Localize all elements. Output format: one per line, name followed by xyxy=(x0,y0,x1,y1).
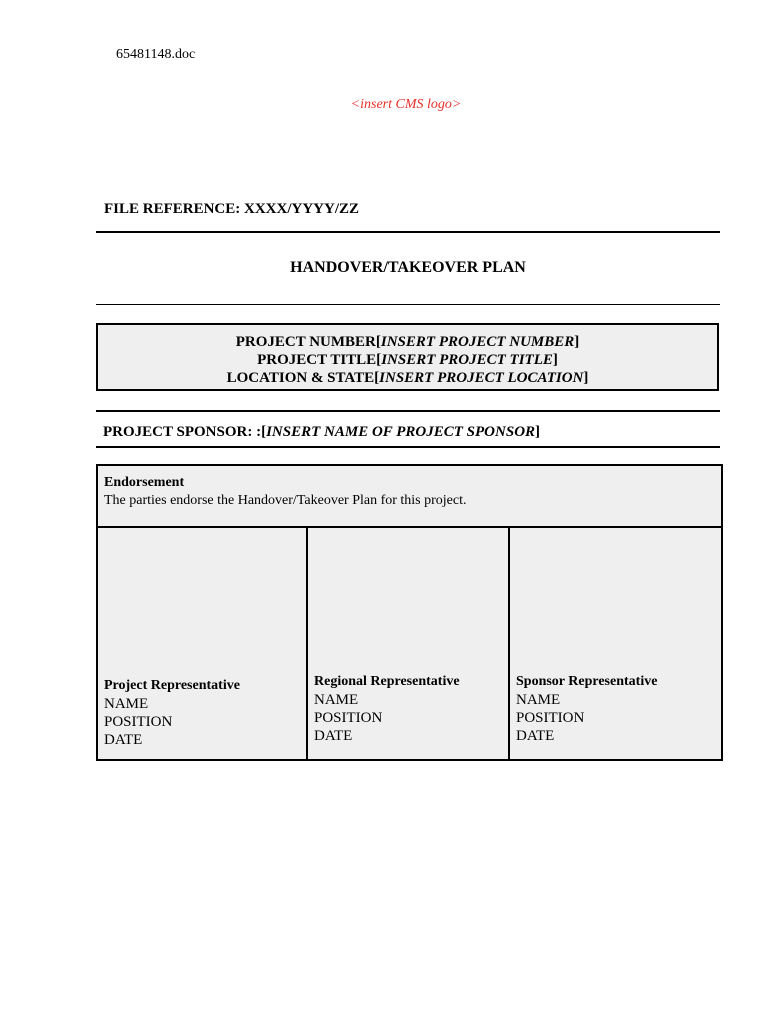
name-field-label: NAME xyxy=(314,692,359,708)
representative-role: Project Representative xyxy=(104,678,240,693)
close-bracket: ] xyxy=(574,334,580,350)
project-title-line xyxy=(98,351,717,369)
project-representative-cell xyxy=(98,528,308,759)
project-number-line xyxy=(98,333,717,351)
file-reference: FILE REFERENCE: XXXX/YYYY/ZZ xyxy=(104,201,360,217)
project-location-value: INSERT PROJECT LOCATION xyxy=(379,370,584,386)
project-title-label: PROJECT TITLE[ xyxy=(257,352,382,368)
logo-placeholder: <insert CMS logo> xyxy=(350,97,462,112)
project-number-label: PROJECT NUMBER[ xyxy=(235,334,381,350)
endorsement-header xyxy=(98,466,721,528)
position-field-label: POSITION xyxy=(104,714,173,730)
divider-line xyxy=(96,231,720,233)
endorsement-text: The parties endorse the Handover/Takeover Plan for this project. xyxy=(104,493,467,508)
sponsor-representative-cell xyxy=(510,528,721,759)
project-sponsor-value: INSERT NAME OF PROJECT SPONSOR xyxy=(266,424,536,440)
divider-line xyxy=(96,304,720,305)
representative-role: Regional Representative xyxy=(314,674,460,689)
position-field-label: POSITION xyxy=(314,710,383,726)
name-field-label: NAME xyxy=(516,692,561,708)
project-details-box xyxy=(96,323,719,391)
project-number-value: INSERT PROJECT NUMBER xyxy=(380,334,575,350)
endorsement-heading: Endorsement xyxy=(104,475,185,490)
regional-representative-cell xyxy=(308,528,510,759)
document-filename: 65481148.doc xyxy=(116,47,196,62)
project-sponsor-label: PROJECT SPONSOR: :[ xyxy=(103,424,267,440)
project-title-value: INSERT PROJECT TITLE xyxy=(381,352,553,368)
date-field-label: DATE xyxy=(104,732,143,748)
project-sponsor-line xyxy=(103,424,540,441)
close-bracket: ] xyxy=(552,352,558,368)
position-field-label: POSITION xyxy=(516,710,585,726)
close-bracket: ] xyxy=(535,424,541,440)
close-bracket: ] xyxy=(583,370,589,386)
divider-line xyxy=(96,410,720,412)
date-field-label: DATE xyxy=(516,728,555,744)
name-field-label: NAME xyxy=(104,696,149,712)
divider-line xyxy=(96,446,720,448)
representative-role: Sponsor Representative xyxy=(516,674,658,689)
endorsement-table xyxy=(96,464,723,761)
document-title: HANDOVER/TAKEOVER PLAN xyxy=(290,259,526,276)
project-location-label: LOCATION & STATE[ xyxy=(226,370,380,386)
project-location-line xyxy=(98,369,717,387)
date-field-label: DATE xyxy=(314,728,353,744)
